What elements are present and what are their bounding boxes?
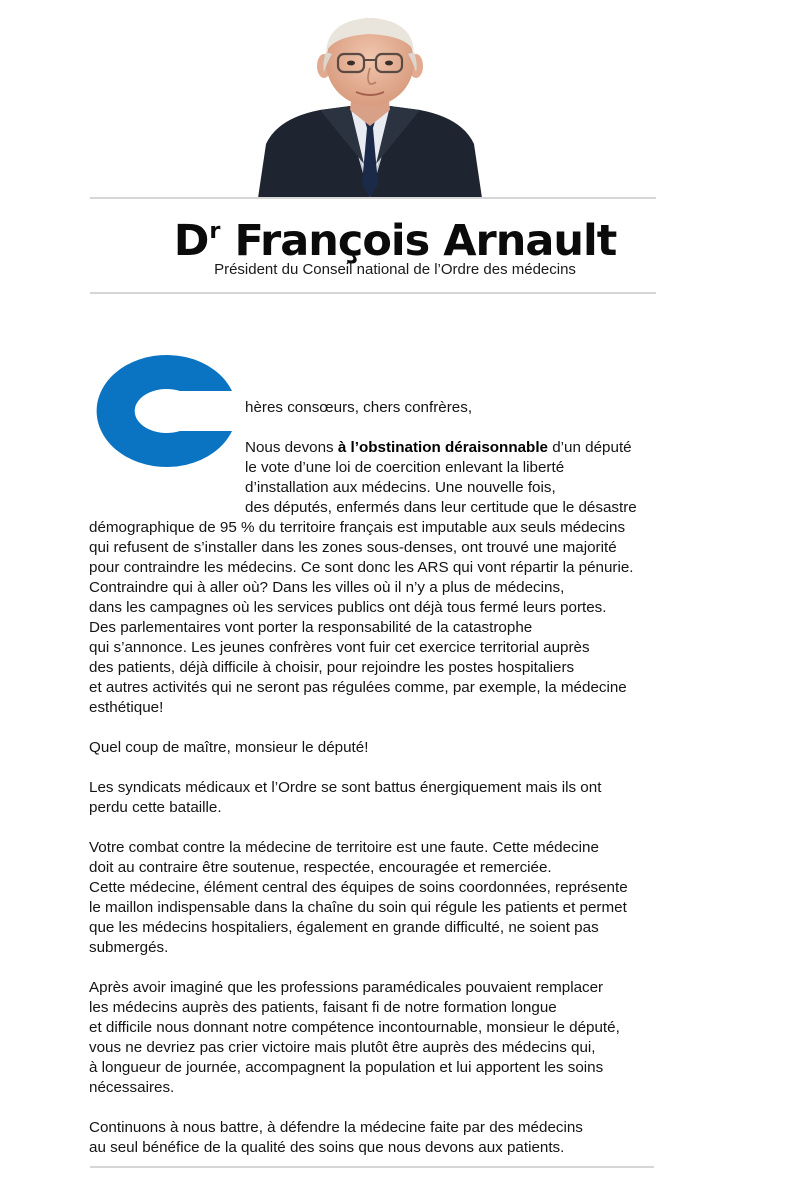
letter-line: Cette médecine, élément central des équipes de soins coordonnées, représente: [89, 879, 628, 896]
name-text: François Arnault: [234, 215, 617, 266]
author-portrait: [258, 14, 482, 198]
drop-cap-shape: [86, 355, 234, 467]
letter-line: qui refusent de s’installer dans les zones sous-denses, ont trouvé une majorité: [89, 539, 617, 556]
letter-line: submergés.: [89, 939, 169, 956]
letter-line: que les médecins hospitaliers, également en grande difficulté, ne soient pas: [89, 919, 599, 936]
letter-line: vous ne devriez pas crier victoire mais plutôt être auprès des médecins qui,: [89, 1039, 596, 1056]
letter-line: les médecins auprès des patients, faisant fi de notre formation longue: [89, 999, 557, 1016]
letter-line: Contraindre qui à aller où? Dans les villes où il n’y a plus de médecins,: [89, 579, 565, 596]
letter-line: Après avoir imaginé que les professions paramédicales pouvaient remplacer: [89, 979, 604, 996]
letter-line: Des parlementaires vont porter la responsabilité de la catastrophe: [89, 619, 533, 636]
letter-line: Continuons à nous battre, à défendre la médecine faite par des médecins: [89, 1119, 583, 1136]
drop-cap-letter: [86, 355, 234, 467]
letter-line: esthétique!: [89, 699, 164, 716]
letter-line: Quel coup de maître, monsieur le député!: [89, 739, 369, 756]
letter-line: le vote d’une loi de coercition enlevant la liberté: [245, 459, 565, 476]
letter-line: démographique de 95 % du territoire français est imputable aux seuls médecins: [89, 519, 626, 536]
letter-line: Les syndicats médicaux et l’Ordre se sont battus énergiquement mais ils ont: [89, 779, 602, 796]
letter-line: qui s’annonce. Les jeunes confrères vont fuir cet exercice territorial auprès: [89, 639, 590, 656]
letter-line: [245, 438, 632, 458]
letter-line: des députés, enfermés dans leur certitude que le désastre: [245, 499, 637, 516]
letter-line-text: d’un député: [548, 439, 632, 456]
header-top-rule: [90, 197, 656, 199]
letter-line: dans les campagnes où les services publics ont déjà tous fermé leurs portes.: [89, 599, 607, 616]
name-prefix: D: [173, 215, 209, 266]
letter-line: et difficile nous donnant notre compétence incontournable, monsieur le député,: [89, 1019, 620, 1036]
letter-line: hères consœurs, chers confrères,: [245, 399, 473, 416]
letter-line: à longueur de journée, accompagnent la population et lui apportent les soins: [89, 1059, 604, 1076]
author-role: Président du Conseil national de l’Ordre des médecins: [214, 261, 576, 278]
portrait-illustration: [258, 14, 482, 198]
emphasis-text: à l’obstination déraisonnable: [337, 439, 549, 456]
letter-line: pour contraindre les médecins. Ce sont donc les ARS qui vont répartir la pénurie.: [89, 559, 634, 576]
letter-line: au seul bénéfice de la qualité des soins que nous devons aux patients.: [89, 1139, 565, 1156]
header-bottom-rule: [90, 292, 656, 294]
letter-line: d’installation aux médecins. Une nouvelle fois,: [245, 479, 556, 496]
letter-line: nécessaires.: [89, 1079, 175, 1096]
letter-line: doit au contraire être soutenue, respectée, encouragée et remerciée.: [89, 859, 552, 876]
letter-line: des patients, déjà difficile à choisir, pour rejoindre les postes hospitaliers: [89, 659, 575, 676]
letter-line-text: Nous devons: [245, 439, 338, 456]
letter-line: et autres activités qui ne seront pas régulées comme, par exemple, la médecine: [89, 679, 627, 696]
letter-line: perdu cette bataille.: [89, 799, 222, 816]
letter-line: Votre combat contre la médecine de territoire est une faute. Cette médecine: [89, 839, 599, 856]
letter-line: le maillon indispensable dans la chaîne du soin qui régule les patients et permet: [89, 899, 627, 916]
author-name: [0, 205, 790, 267]
name-prefix-superscript: r: [209, 218, 221, 244]
footer-rule: [90, 1166, 654, 1168]
